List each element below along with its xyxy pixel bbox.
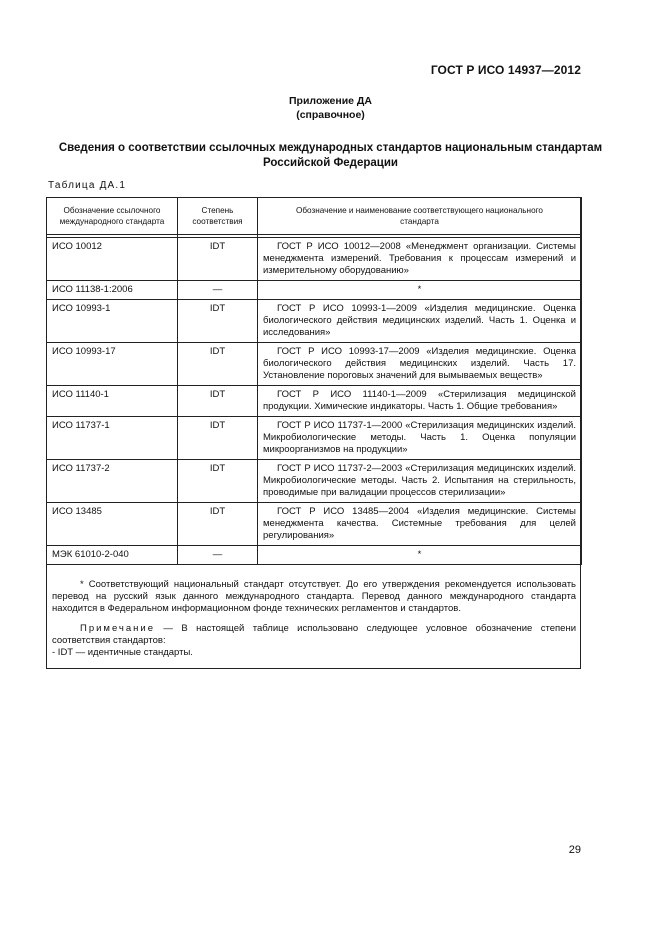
cell-degree: IDT xyxy=(178,503,258,546)
header-reference-standard: Обозначение ссылочного международного стандарта xyxy=(47,198,178,235)
cell-national: ГОСТ Р ИСО 10012—2008 «Менеджмент организации. Системы менеджмента измерений. Требования к процессам измерений и измерительному оборудованию» xyxy=(258,238,582,281)
table-notes xyxy=(52,579,576,659)
correspondence-table xyxy=(46,197,582,565)
table-row xyxy=(47,343,582,386)
footnote: * Соответствующий национальный стандарт отсутствует. До его утверждения рекомендуется использовать перевод на русский язык данного международного стандарта. Перевод данного международного стандарта находится в Федеральном информационном фонде технических регламентов и стандартов. xyxy=(52,579,576,614)
page-number: 29 xyxy=(568,844,581,856)
note-text: — В настоящей таблице использовано следующее условное обозначение степени соответствия стандартов: xyxy=(52,623,576,646)
cell-degree: IDT xyxy=(178,417,258,460)
cell-degree: IDT xyxy=(178,386,258,417)
cell-national: ГОСТ Р ИСО 11737-2—2003 «Стерилизация медицинских изделий. Микробиологические методы. Часть 2. Испытания на стерильность, проводимые при валидации процессов стерилизации» xyxy=(258,460,582,503)
cell-reference: ИСО 10993-1 xyxy=(47,300,178,343)
table-row xyxy=(47,386,582,417)
table-row xyxy=(47,417,582,460)
cell-reference: ИСО 10012 xyxy=(47,238,178,281)
cell-reference: ИСО 11737-1 xyxy=(47,417,178,460)
cell-national: * xyxy=(258,281,582,300)
cell-reference: МЭК 61010-2-040 xyxy=(47,546,178,565)
table-row xyxy=(47,238,582,281)
cell-degree: — xyxy=(178,281,258,300)
cell-degree: IDT xyxy=(178,238,258,281)
table-caption: Таблица ДА.1 xyxy=(48,180,127,191)
appendix-title: Приложение ДА xyxy=(289,95,372,107)
cell-national: * xyxy=(258,546,582,565)
appendix-heading xyxy=(0,94,661,122)
cell-national: ГОСТ Р ИСО 11140-1—2009 «Стерилизация медицинской продукции. Химические индикаторы. Часть 1. Общие требования» xyxy=(258,386,582,417)
cell-degree: IDT xyxy=(178,300,258,343)
table-row xyxy=(47,281,582,300)
cell-reference: ИСО 11140-1 xyxy=(47,386,178,417)
table-row xyxy=(47,546,582,565)
gost-number: ГОСТ Р ИСО 14937—2012 xyxy=(430,63,581,77)
note-item: - IDT — идентичные стандарты. xyxy=(52,647,193,658)
cell-reference: ИСО 10993-17 xyxy=(47,343,178,386)
cell-national: ГОСТ Р ИСО 13485—2004 «Изделия медицинские. Системы менеджмента качества. Системные требования для целей регулирования» xyxy=(258,503,582,546)
note-label: Примечание xyxy=(80,623,155,634)
cell-national: ГОСТ Р ИСО 10993-17—2009 «Изделия медицинские. Оценка биологического действия медицинских изделий. Часть 17. Установление пороговых значений для вымываемых веществ» xyxy=(258,343,582,386)
header-national-standard: Обозначение и наименование соответствующего национального стандарта xyxy=(258,198,582,235)
table-header-row xyxy=(47,198,582,235)
table-row xyxy=(47,460,582,503)
appendix-subtitle: (справочное) xyxy=(296,109,365,121)
cell-reference: ИСО 13485 xyxy=(47,503,178,546)
note xyxy=(52,623,576,647)
cell-degree: IDT xyxy=(178,343,258,386)
cell-national: ГОСТ Р ИСО 11737-1—2000 «Стерилизация медицинских изделий. Микробиологические методы. Часть 1. Оценка популяции микроорганизмов на продукции» xyxy=(258,417,582,460)
cell-degree: IDT xyxy=(178,460,258,503)
cell-reference: ИСО 11737-2 xyxy=(47,460,178,503)
cell-degree: — xyxy=(178,546,258,565)
cell-reference: ИСО 11138-1:2006 xyxy=(47,281,178,300)
table-row xyxy=(47,503,582,546)
header-degree: Степень соответствия xyxy=(178,198,258,235)
table-row xyxy=(47,300,582,343)
cell-national: ГОСТ Р ИСО 10993-1—2009 «Изделия медицинские. Оценка биологического действия медицинских изделий. Часть 1. Оценка и исследования» xyxy=(258,300,582,343)
document-title: Сведения о соответствии ссылочных международных стандартов национальным стандартам Российской Федерации xyxy=(58,142,603,169)
